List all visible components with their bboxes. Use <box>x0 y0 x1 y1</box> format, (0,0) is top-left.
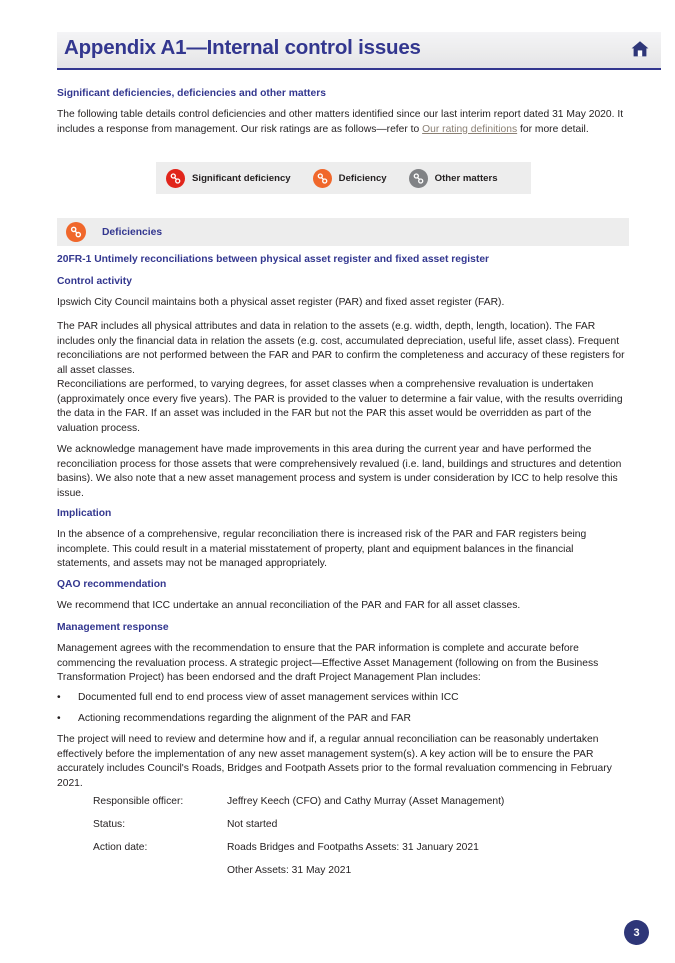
finding-title: 20FR-1 Untimely reconciliations between physical asset register and fixed asset register <box>57 254 490 265</box>
implication-paragraph: In the absence of a comprehensive, regular reconciliation there is increased risk of the PAR and FAR registers being incomplete. This could result in a material misstatement of property, plant and equipment balances in the financial statements, and assets may not be managed appropriately. <box>57 529 587 570</box>
detail-label: Responsible officer: <box>93 796 184 807</box>
detail-label: Status: <box>93 819 126 830</box>
control-activity-heading: Control activity <box>57 276 132 287</box>
legend-label: Deficiency <box>338 172 387 184</box>
control-activity-paragraph-3: Reconciliations are performed, to varying degrees, for asset classes when a comprehensive revaluation is undertaken (approximately once every five years). The PAR is provided to the valuer to determine a fair value, with the results overriding the data in the FAR. If an asset was included in the FAR but not the PAR this asset would be overridden as part of the valuation process. <box>57 379 623 434</box>
bullet-marker: • <box>57 713 61 724</box>
detail-label: Action date: <box>93 842 148 853</box>
intro-paragraph-part1: The following table details control deficiencies and other matters identified since our last interim report dated 31 May 2020. It includes a response from management. Our risk ratings are as follows—refer to <box>57 109 624 135</box>
section-bar-label: Deficiencies <box>102 226 163 238</box>
page-title: Appendix A1—Internal control issues <box>64 36 421 59</box>
broken-link-icon <box>166 169 185 188</box>
detail-value: Other Assets: 31 May 2021 <box>227 865 352 876</box>
legend-item-other-matters <box>409 169 498 188</box>
deficiencies-section-bar <box>57 218 629 246</box>
broken-link-icon <box>409 169 428 188</box>
detail-value: Roads Bridges and Footpaths Assets: 31 January 2021 <box>227 842 479 853</box>
page-title-banner <box>57 32 661 70</box>
list-item-label: Actioning recommendations regarding the alignment of the PAR and FAR <box>78 713 411 724</box>
legend-item-significant-deficiency <box>166 169 291 188</box>
management-response-heading: Management response <box>57 622 169 633</box>
broken-link-icon <box>313 169 332 188</box>
broken-link-icon <box>66 222 86 242</box>
bullet-marker: • <box>57 692 61 703</box>
intro-paragraph-part2: for more detail. <box>517 123 589 135</box>
legend-item-deficiency <box>313 169 387 188</box>
implication-heading: Implication <box>57 508 112 519</box>
intro-paragraph <box>57 108 629 137</box>
intro-heading: Significant deficiencies, deficiencies and other matters <box>57 88 326 99</box>
rating-definitions-link[interactable]: Our rating definitions <box>422 123 518 135</box>
detail-value: Not started <box>227 819 278 830</box>
recommendation-heading: QAO recommendation <box>57 579 167 590</box>
control-activity-paragraph-2: The PAR includes all physical attributes and data in relation to the assets (e.g. width, depth, length, location). The FAR includes only the financial data in relation the assets (e.g. cost, accumulated depreciation, useful life, asset class). Frequent reconciliations are not performed between the FAR and PAR to confirm the completeness and accuracy of these registers for all asset classes. <box>57 321 625 376</box>
legend-label: Other matters <box>434 172 498 184</box>
detail-value: Jeffrey Keech (CFO) and Cathy Murray (Asset Management) <box>227 796 505 807</box>
control-activity-paragraph-1: Ipswich City Council maintains both a physical asset register (PAR) and fixed asset register (FAR). <box>57 297 505 308</box>
page-number-badge: 3 <box>624 920 649 945</box>
recommendation-paragraph: We recommend that ICC undertake an annual reconciliation of the PAR and FAR for all asset classes. <box>57 600 521 611</box>
risk-rating-legend <box>156 162 531 194</box>
management-response-paragraph-2: The project will need to review and determine how and if, a regular annual reconciliation can be reasonably undertaken effectively before the implementation of any new asset management system(s). A key action will be to ensure the PAR accurately includes Council's Roads, Bridges and Footpath Assets prior to the formal revaluation commencing in February 2021. <box>57 734 612 789</box>
control-activity-paragraph-4: We acknowledge management have made improvements in this area during the current year and have performed the reconciliation process for those assets that were comprehensively revalued (i.e. land, buildings and structures and detention basins). We also note that a new asset management process and system is under consideration by ICC to help resolve this issue. <box>57 444 622 499</box>
home-icon[interactable] <box>629 38 651 60</box>
list-item-label: Documented full end to end process view of asset management services within ICC <box>78 692 459 703</box>
legend-label: Significant deficiency <box>192 172 291 184</box>
management-response-paragraph-1: Management agrees with the recommendation to ensure that the PAR information is complete and accurate before commencing the revaluation process. A strategic project—Effective Asset Management (following on from the Business Transformation Project) has been endorsed and the draft Project Management Plan includes: <box>57 643 599 684</box>
